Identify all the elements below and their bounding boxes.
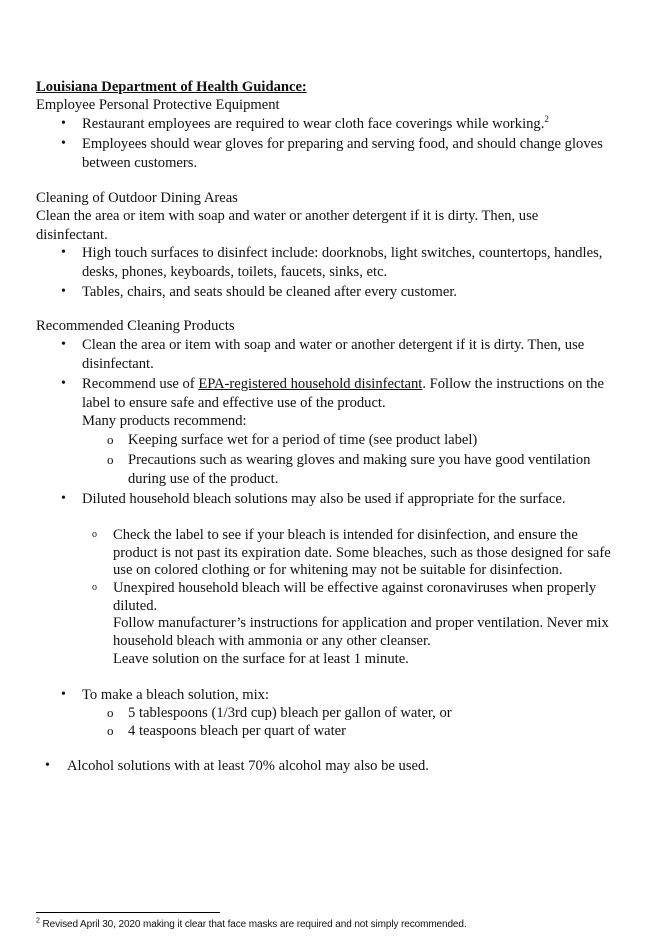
cleaning-intro: Clean the area or item with soap and water or another detergent if it is dirty. Then, use disinfectant. <box>36 208 539 243</box>
section-heading-ppe: Employee Personal Protective Equipment <box>36 97 280 113</box>
bleach-sub-note: Follow manufacturer’s instructions for application and proper ventilation. Never mix household bleach with ammonia or any other cleanser. <box>113 615 609 649</box>
bullet-icon: • <box>61 491 66 506</box>
bullet-icon: • <box>61 337 66 352</box>
products-item <box>82 375 634 412</box>
bleach-sub-note: Leave solution on the surface for at least 1 minute. <box>113 651 409 667</box>
products-item-text: Recommend use of <box>82 376 199 392</box>
products-item: Clean the area or item with soap and water or another detergent if it is dirty. Then, use disinfectant. <box>82 337 585 372</box>
bullet-icon: • <box>61 376 66 391</box>
section-heading-products: Recommended Cleaning Products <box>36 318 235 334</box>
mix-sub-item: 4 teaspoons bleach per quart of water <box>128 723 347 739</box>
sub-bullet-icon: o <box>107 723 114 738</box>
sub-bullet-icon: o <box>92 529 97 540</box>
bullet-icon: • <box>45 758 50 773</box>
bullet-icon: • <box>61 245 66 260</box>
footnote-text: Revised April 30, 2020 making it clear that face masks are required and not simply recommended. <box>42 919 467 930</box>
products-sub-item: Precautions such as wearing gloves and making sure you have good ventilation during use of the product. <box>128 452 591 487</box>
alcohol-item: Alcohol solutions with at least 70% alcohol may also be used. <box>67 758 429 774</box>
ppe-item-text: Restaurant employees are required to wear cloth face coverings while working. <box>82 116 545 132</box>
sub-bullet-icon: o <box>92 582 97 593</box>
document-title: Louisiana Department of Health Guidance: <box>36 79 307 95</box>
mix-sub-item: 5 tablespoons (1/3rd cup) bleach per gallon of water, or <box>128 705 452 721</box>
ppe-item: Employees should wear gloves for preparing and serving food, and should change gloves between customers. <box>82 136 603 171</box>
sub-bullet-icon: o <box>107 452 114 467</box>
cleaning-item: Tables, chairs, and seats should be cleaned after every customer. <box>82 284 458 300</box>
bleach-sub-item: Check the label to see if your bleach is intended for disinfection, and ensure the product is not past its expiration date. Some bleaches, such as those designed for safe use on colored clothing or for whitening may not be suitable for disinfection. <box>113 527 611 579</box>
footnote-ref[interactable]: 2 <box>544 114 549 125</box>
mix-item: To make a bleach solution, mix: <box>82 687 270 703</box>
products-note: Many products recommend: <box>82 413 247 429</box>
footnote-divider <box>36 912 220 913</box>
bullet-icon: • <box>61 284 66 299</box>
sub-bullet-icon: o <box>107 432 114 447</box>
bleach-sub-item: Unexpired household bleach will be effective against coronaviruses when properly diluted. <box>113 580 597 614</box>
ppe-item <box>82 115 632 134</box>
footnote-number: 2 <box>36 917 40 925</box>
bullet-icon: • <box>61 687 66 702</box>
bullet-icon: • <box>61 116 66 131</box>
footnote <box>36 919 467 930</box>
products-item-text: . Follow the instructions on the label to ensure safe and effective use of the product. <box>82 376 604 411</box>
bullet-icon: • <box>61 136 66 151</box>
products-sub-item: Keeping surface wet for a period of time (see product label) <box>128 432 478 448</box>
section-heading-cleaning: Cleaning of Outdoor Dining Areas <box>36 190 238 206</box>
epa-disinfectant-link[interactable]: EPA-registered household disinfectant <box>198 376 423 392</box>
sub-bullet-icon: o <box>107 705 114 720</box>
cleaning-item: High touch surfaces to disinfect include: doorknobs, light switches, countertops, handles, desks, phones, keyboards, toilets, faucets, sinks, etc. <box>82 245 603 280</box>
products-item: Diluted household bleach solutions may also be used if appropriate for the surface. <box>82 491 566 507</box>
